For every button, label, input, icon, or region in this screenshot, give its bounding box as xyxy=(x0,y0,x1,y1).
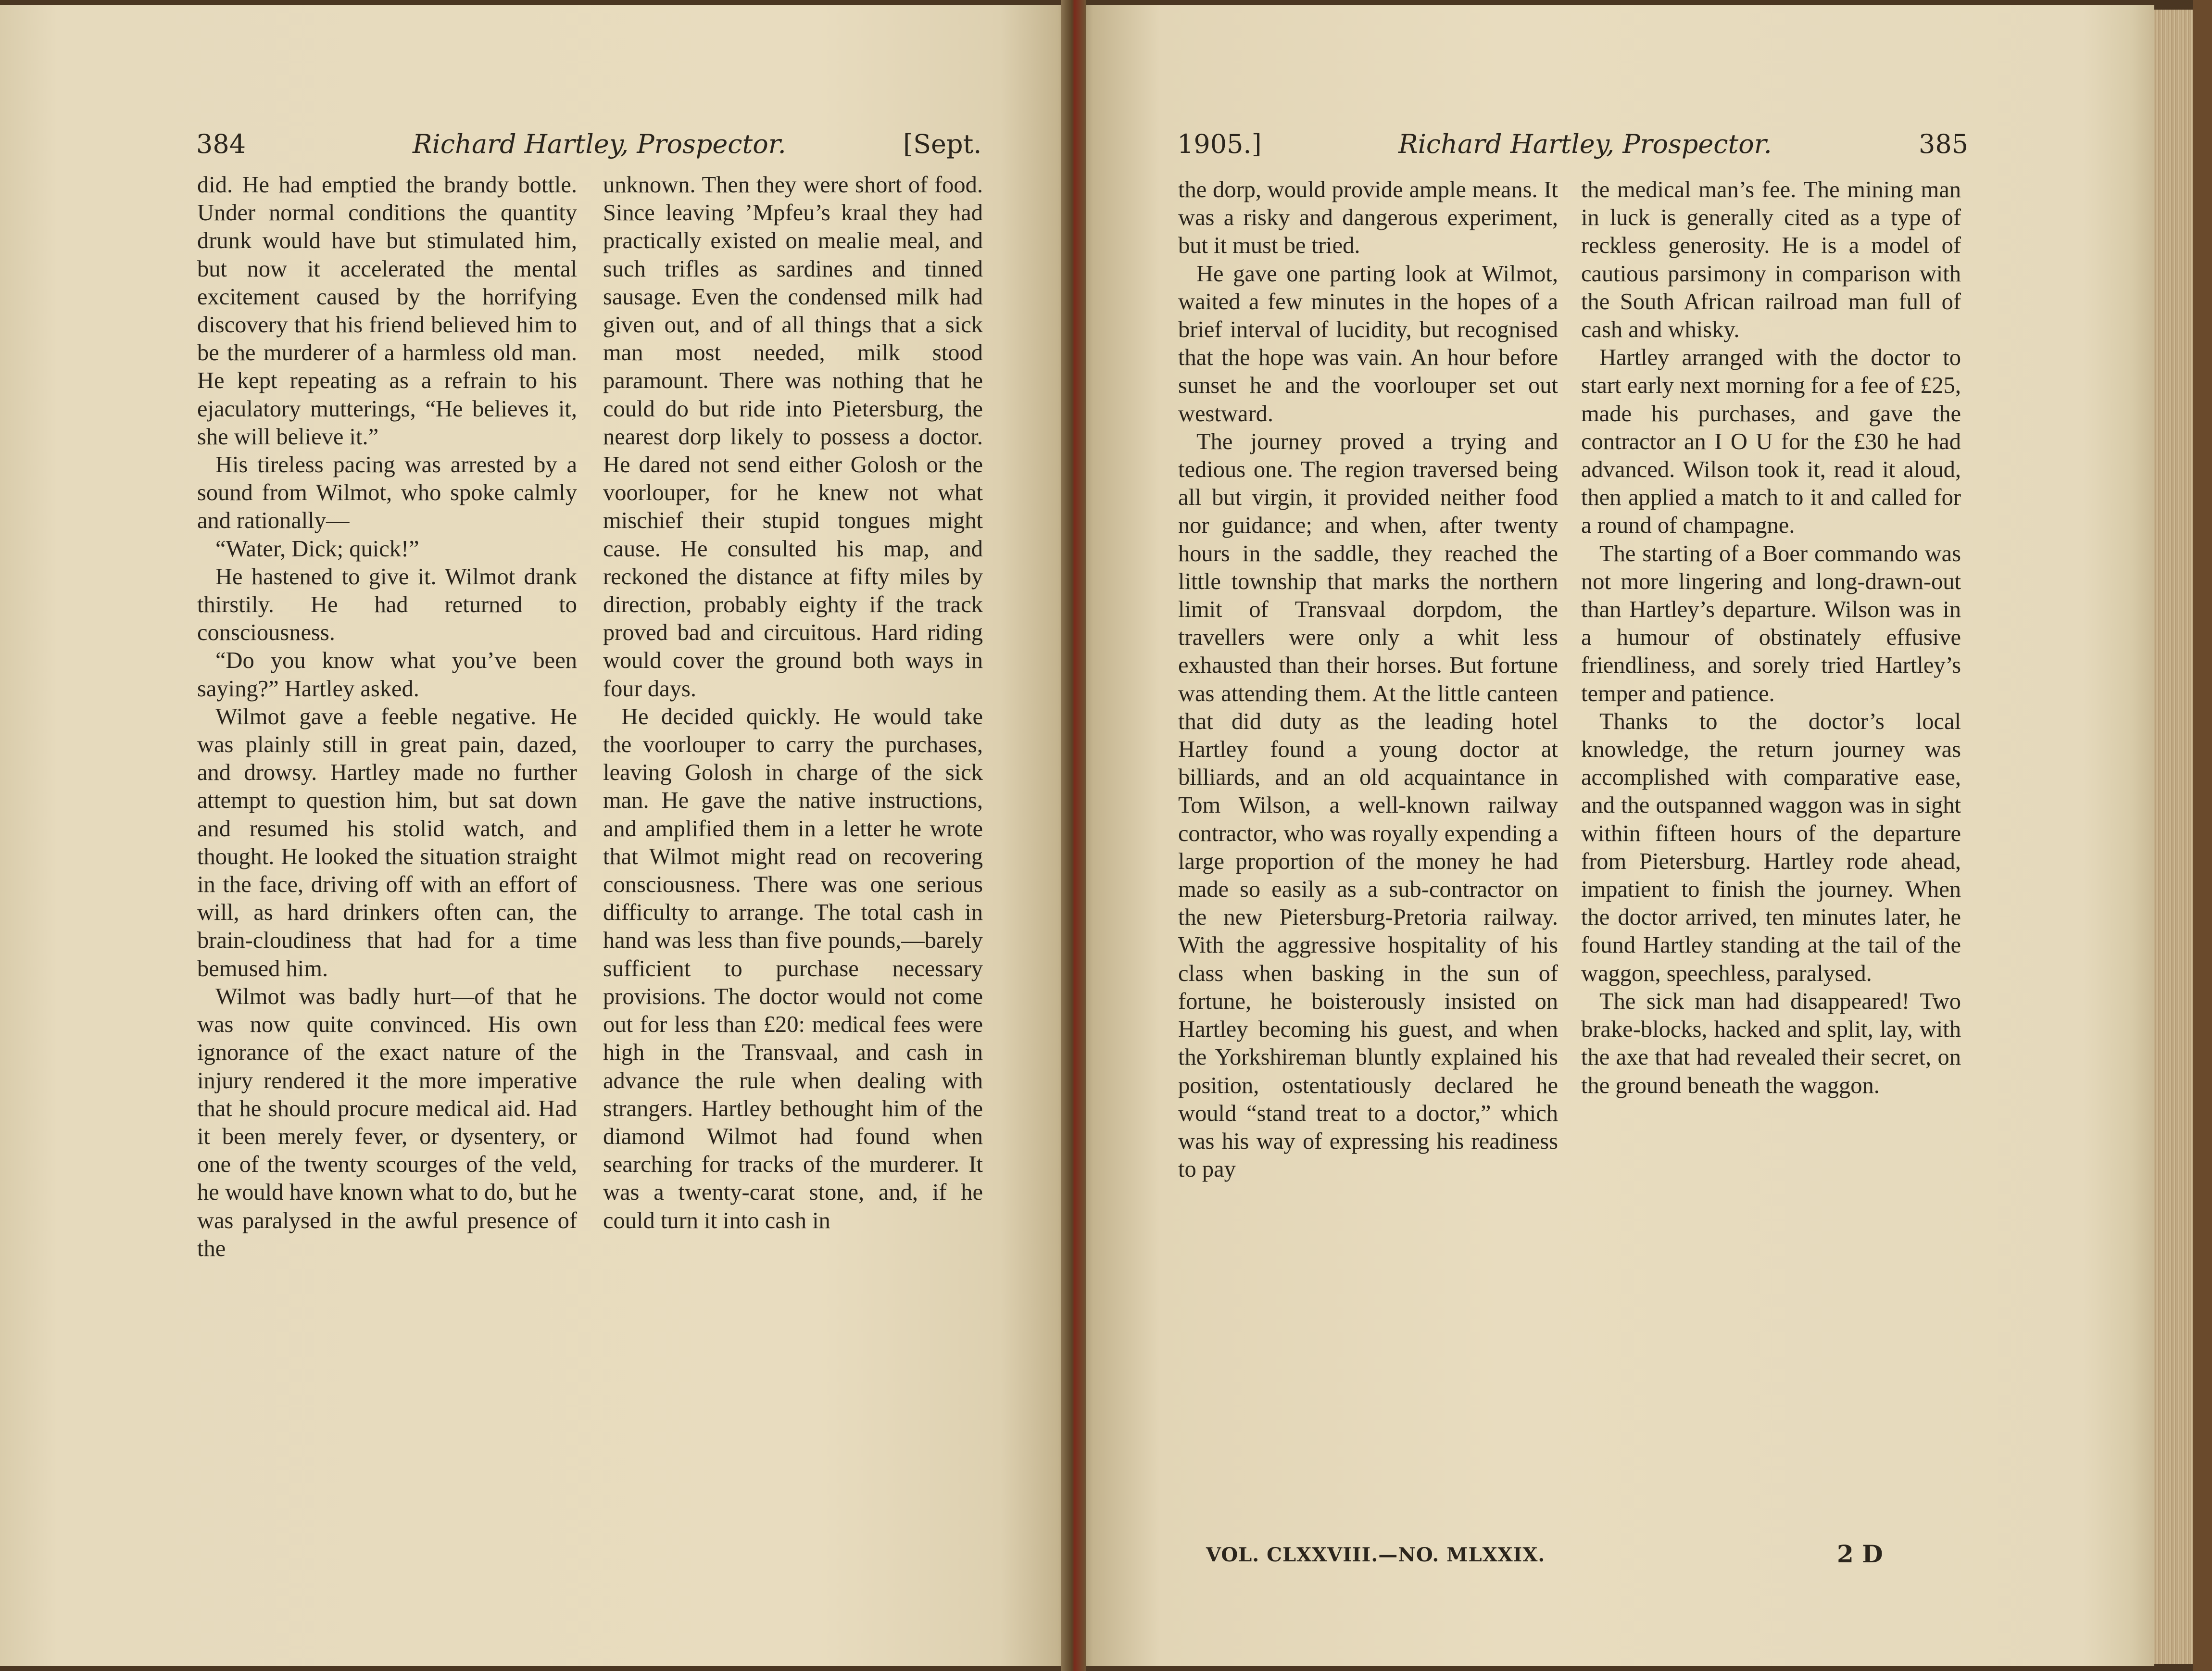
right-page xyxy=(1073,5,2154,1666)
paragraph: unknown. Then they were short of food. Since leaving ’Mpfeu’s kraal they had practically existed on mealie meal, and such trifles as sardines and tinned sausage. Even the condensed milk had given out, and of all things that a sick man most needed, milk stood paramount. There was nothing that he could do but ride into Pietersburg, the nearest dorp likely to possess a doctor. He dared not send either Golosh or the voorlouper, for he knew not what mischief their stupid tongues might cause. He consulted his map, and reckoned the distance at fifty miles by direction, probably eighty if the track proved bad and circuitous. Hard riding would cover the ground both ways in four days. xyxy=(603,172,983,702)
paragraph: The sick man had disappeared! Two brake-blocks, hacked and split, lay, with the axe that had revealed their secret, on the ground beneath the waggon. xyxy=(1581,988,1961,1098)
paragraph: Wilmot was badly hurt—of that he was now quite convinced. His own ignorance of the exact nature of the injury rendered it the more imperative that he should procure medical aid. Had it been merely fever, or dysentery, or one of the twenty scourges of the veld, he would have known what to do, but he was paralysed in the awful presence of the xyxy=(197,983,577,1261)
paragraph: The journey proved a trying and tedious one. The region traversed being all but virgin, it provided neither food nor guidance; and when, after twenty hours in the saddle, they reached the little township that marks the northern limit of Transvaal dorpdom, the travellers were only a whit less exhausted than their horses. But fortune was attending them. At the little canteen that did duty as the leading hotel Hartley found a young doctor at billiards, and an old acquaintance in Tom Wilson, a well-known railway contractor, who was royally expending a large proportion of the money he had made so easily as a sub-contractor on the new Pietersburg-Pretoria railway. With the aggressive hospitality of his class when basking in the sun of fortune, he boisterously insisted on Hartley becoming his guest, and when the Yorkshireman bluntly explained his position, ostentatiously declared he would “stand treat to a doctor,” which was his way of expressing his readiness to pay xyxy=(1178,428,1558,1182)
paragraph: He hastened to give it. Wilmot drank thirstily. He had returned to consciousness. xyxy=(197,564,577,646)
right-running-year: 1905.] xyxy=(1177,129,1262,159)
paragraph: The starting of a Boer commando was not more lingering and long-drawn-out than Hartley’s departure. Wilson was in a humour of obstinately effusive friendliness, and sorely tried Hartley’s temper and patience. xyxy=(1581,540,1961,706)
right-page-number: 385 xyxy=(1919,129,1969,159)
paragraph: Hartley arranged with the doctor to start early next morning for a fee of £25, made his purchases, and gave the contractor an I O U for the £30 he had advanced. Wilson took it, read it aloud, then applied a match to it and called for a round of champagne. xyxy=(1581,345,1961,539)
left-page-number: 384 xyxy=(196,129,246,159)
paragraph: “Do you know what you’ve been saying?” Hartley asked. xyxy=(197,648,577,702)
right-column-1 xyxy=(1178,176,1558,1183)
right-column-2 xyxy=(1581,176,1961,1100)
paragraph: He gave one parting look at Wilmot, waited a few minutes in the hopes of a brief interval of lucidity, but recognised that the hope was vain. An hour before sunset he and the voorlouper set out westward. xyxy=(1178,261,1558,427)
paragraph: “Water, Dick; quick!” xyxy=(215,536,419,562)
book-cover-edge xyxy=(2193,0,2212,1671)
paragraph: His tireless pacing was arrested by a sound from Wilmot, who spoke calmly and rationally— xyxy=(197,452,577,534)
left-page xyxy=(0,5,1073,1666)
book-gutter xyxy=(1061,0,1086,1671)
left-column-1 xyxy=(197,171,577,1263)
footer-signature: 2 D xyxy=(1837,1540,1883,1568)
paragraph: Thanks to the doctor’s local knowledge, the return journey was accomplished with comparative ease, and the outspanned waggon was in sight within fifteen hours of the departure from Pietersburg. Hartley rode ahead, impatient to finish the journey. When the doctor arrived, ten minutes later, he found Hartley standing at the tail of the waggon, speechless, paralysed. xyxy=(1581,708,1961,986)
left-column-2 xyxy=(603,171,983,1235)
paragraph: He decided quickly. He would take the voorlouper to carry the purchases, leaving Golosh in charge of the sick man. He gave the native instructions, and amplified them in a letter he wrote that Wilmot might read on recovering consciousness. There was one serious difficulty to arrange. The total cash in hand was less than five pounds,—barely sufficient to purchase necessary provisions. The doctor would not come out for less than £20: medical fees were high in the Transvaal, and cash in advance the rule when dealing with strangers. Hartley bethought him of the diamond Wilmot had found when searching for tracks of the murderer. It was a twenty-carat stone, and, if he could turn it into cash in xyxy=(603,704,983,1233)
paragraph: did. He had emptied the brandy bottle. Under normal conditions the quantity drunk would have but stimulated him, but now it accelerated the mental excitement caused by the horrifying discovery that his friend believed him to be the murderer of a harmless old man. He kept repeating as a refrain to his ejaculatory mutterings, “He believes it, she will believe it.” xyxy=(197,172,577,450)
left-running-month: [Sept. xyxy=(903,129,982,159)
footer-volume: VOL. CLXXVIII.—NO. MLXXIX. xyxy=(1206,1544,1546,1566)
paragraph: the medical man’s fee. The mining man in luck is generally cited as a type of reckless generosity. He is a model of cautious parsimony in comparison with the South African railroad man full of cash and whisky. xyxy=(1581,177,1961,343)
paragraph: Wilmot gave a feeble negative. He was plainly still in great pain, dazed, and drowsy. Hartley made no further attempt to question him, but sat down and resumed his stolid watch, and thought. He looked the situation straight in the face, driving off with an effort of will, as hard drinkers often can, the brain-cloudiness that had for a time bemused him. xyxy=(197,704,577,981)
left-running-title: Richard Hartley, Prospector. xyxy=(413,129,786,159)
paragraph: the dorp, would provide ample means. It was a risky and dangerous experiment, but it must be tried. xyxy=(1178,177,1558,259)
right-running-title: Richard Hartley, Prospector. xyxy=(1398,129,1772,159)
